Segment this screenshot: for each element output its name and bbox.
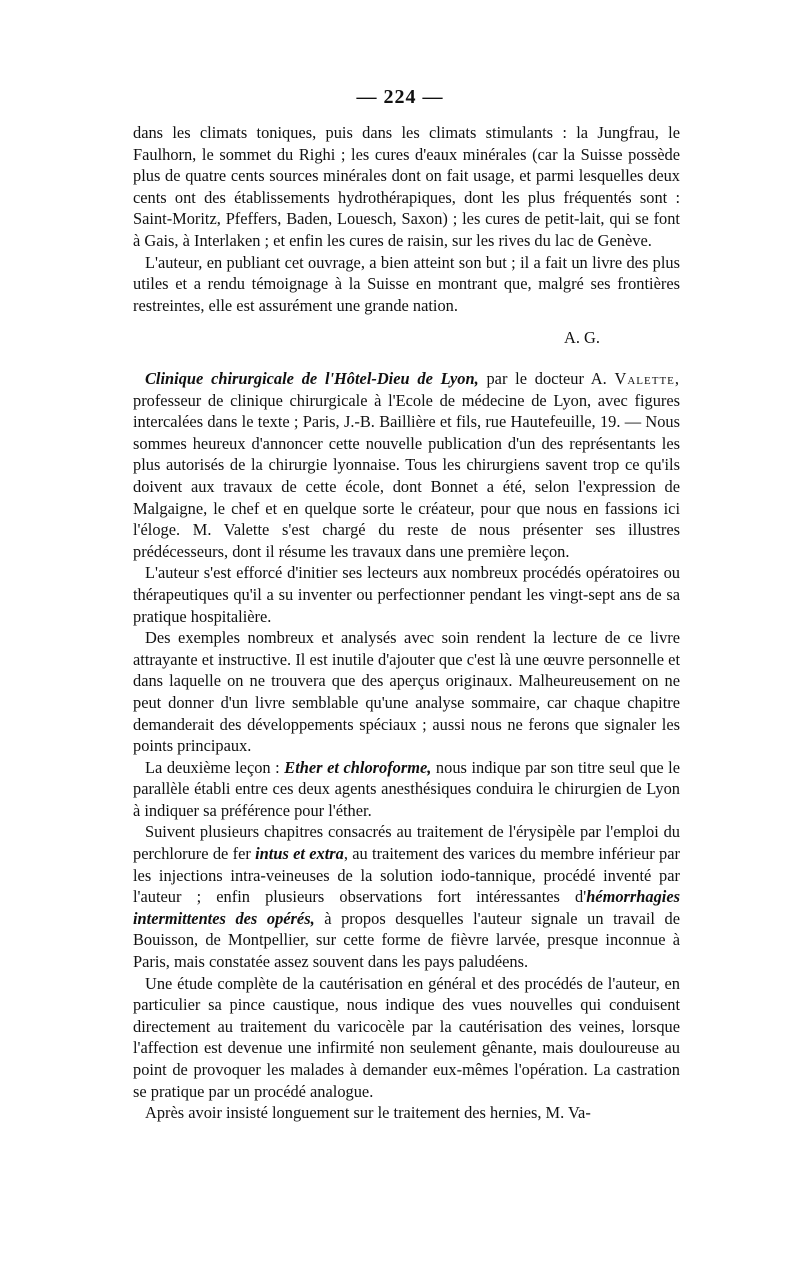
review-paragraph-5-mid: , au traitement des varices du membre inférieur par les injections intra-veineuses de la solution iodo-tannique, procédé inventé par l'auteur ; enfin plusieurs observations fort intéressantes d' (133, 844, 680, 907)
review-byline-prefix: par le docteur A. (478, 369, 615, 388)
review-paragraph-7: Après avoir insisté longuement sur le traitement des hernies, M. Va- (145, 1103, 591, 1123)
review-title: Clinique chirurgicale de l'Hôtel-Dieu de Lyon, (145, 369, 479, 388)
review-paragraph-2: L'auteur s'est efforcé d'initier ses lecteurs aux nombreux procédés opératoires ou thérapeutiques qu'il a su inventer ou perfectionner pendant les vingt-sept ans de sa pratique hospitalière. (133, 563, 680, 626)
review-paragraph-3: Des exemples nombreux et analysés avec soin rendent la lecture de ce livre attrayante et instructive. Il est inutile d'ajouter que c'est là une œuvre personnelle et dans laquelle on ne trouvera que des aperçus originaux. Malheureusement on ne peut donner d'un livre semblable qu'une analyse sommaire, car chaque chapitre demanderait des développements spéciaux ; aussi nous ne ferons que signaler les points principaux. (133, 628, 680, 756)
review-paragraph-5-italic-1: intus et extra (255, 844, 344, 864)
review-opening-rest: professeur de clinique chirurgicale à l'Ecole de médecine de Lyon, avec figures intercalées dans le texte ; Paris, J.-B. Baillière et fils, rue Hautefeuille, 19. — Nous sommes heureux d'annoncer cette nouvelle publication d'un des représentants les plus autorisés de la chirurgie lyonnaise. Tous les chirurgiens savent trop ce qu'ils doivent aux travaux de cette école, dont Bonnet a été, selon l'expression de Malgaigne, le chef et en quelque sorte le créateur, pour que nous en fassions ici l'éloge. M. Valette s'est chargé du reste de nous présenter ses illustres prédécesseurs, dont il résume les travaux dans une première leçon. (133, 390, 680, 561)
review-paragraph-4-post: nous indique par son titre seul que le parallèle établi entre ces deux agents anesthésiques conduira le chirurgien de Lyon à indiquer sa préférence pour l'éther. (133, 757, 680, 820)
intro-paragraph-1: dans les climats toniques, puis dans les climats stimulants : la Jungfrau, le Faulhorn, le sommet du Righi ; les cures d'eaux minérales (car la Suisse possède plus de quatre cents sources minérales dont on fait usage, et parmi lesquelles deux cents ont des établissements hydrothérapiques, dont les plus fréquentés sont : Saint-Moritz, Pfeffers, Baden, Louesch, Saxon) ; les cures de petit-lait, qui se font à Gais, à Interlaken ; et enfin les cures de raisin, sur les rives du lac de Genève. (133, 123, 680, 250)
review-paragraph-1 (133, 368, 680, 562)
review-paragraph-5-italic-2: hémorrhagies intermittentes des opérés, (133, 887, 680, 928)
review-paragraph-5-post: à propos desquelles l'auteur signale un travail de Bouisson, de Montpellier, sur cette forme de fièvre larvée, presque inconnue à Paris, mais constatée assez souvent dans les pays paludéens. (133, 908, 680, 972)
review-paragraph-4-pre: La deuxième leçon : (145, 757, 285, 777)
signature: A. G. (564, 328, 600, 347)
review-text-block (133, 368, 680, 1124)
review-paragraph-5 (133, 821, 680, 972)
review-paragraph-6: Une étude complète de la cautérisation en général et des procédés de l'auteur, en particulier sa pince caustique, nous indique des vues nouvelles qui conduisent directement au traitement du varicocèle par la cautérisation des veines, lorsque l'affection est devenue une infirmité non seulement gênante, mais douloureuse au point de provoquer les malades à demander eux-mêmes l'opération. La castration se pratique par un procédé analogue. (133, 973, 680, 1101)
intro-text-block (133, 122, 680, 316)
review-paragraph-4-italic: Ether et chloroforme, (284, 757, 432, 777)
review-paragraph-4 (133, 757, 680, 822)
intro-paragraph-2: L'auteur, en publiant cet ouvrage, a bien atteint son but ; il a fait un livre des plus utiles et a rendu témoignage à la Suisse en montrant que, malgré ses frontières restreintes, elle est assurément une grande nation. (133, 252, 680, 315)
page-number: — 224 — (356, 86, 444, 108)
review-author-name: Valette, (614, 369, 680, 388)
review-paragraph-5-pre: Suivent plusieurs chapitres consacrés au traitement de l'érysipèle par l'emploi du perchlorure de fer (133, 822, 680, 864)
